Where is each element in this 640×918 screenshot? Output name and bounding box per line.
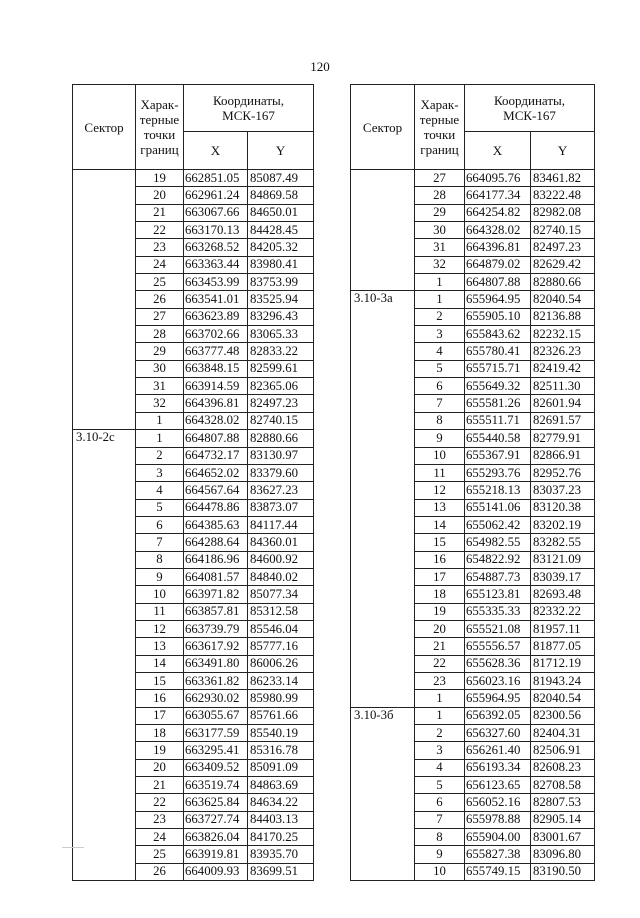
y-coordinate-cell: 82601.94 [531, 395, 595, 412]
header-points-line-3: точки [143, 127, 176, 142]
scan-mark [62, 847, 84, 848]
x-coordinate-cell: 655440.58 [465, 430, 531, 447]
point-cell: 17 [136, 707, 184, 724]
x-coordinate-cell: 664478.86 [184, 499, 248, 516]
x-coordinate-cell: 663491.80 [184, 655, 248, 672]
point-cell: 9 [136, 568, 184, 585]
point-cell: 19 [136, 170, 184, 187]
point-cell: 29 [136, 343, 184, 360]
y-coordinate-cell: 82880.66 [248, 430, 314, 447]
table-row [73, 430, 314, 447]
x-coordinate-cell: 655978.88 [465, 811, 531, 828]
x-coordinate-cell: 655904.00 [465, 829, 531, 846]
point-cell: 8 [415, 412, 465, 429]
x-coordinate-cell: 663177.59 [184, 725, 248, 742]
y-coordinate-cell: 85777.16 [248, 638, 314, 655]
point-cell: 10 [136, 586, 184, 603]
y-coordinate-cell: 83190.50 [531, 863, 595, 880]
y-coordinate-cell: 81712.19 [531, 655, 595, 672]
point-cell: 26 [136, 291, 184, 308]
x-coordinate-cell: 663739.79 [184, 620, 248, 637]
y-coordinate-cell: 82608.23 [531, 759, 595, 776]
x-coordinate-cell: 664254.82 [465, 204, 531, 221]
point-cell: 23 [136, 239, 184, 256]
y-coordinate-cell: 83699.51 [248, 863, 314, 880]
header-characteristic-points [415, 85, 465, 170]
y-coordinate-cell: 83627.23 [248, 482, 314, 499]
point-cell: 24 [136, 256, 184, 273]
x-coordinate-cell: 656193.34 [465, 759, 531, 776]
table-row [351, 707, 595, 724]
header-points-line-1: Харак- [420, 97, 459, 112]
point-cell: 6 [136, 516, 184, 533]
point-cell: 2 [136, 447, 184, 464]
point-cell: 30 [136, 360, 184, 377]
header-y: Y [248, 132, 314, 170]
x-coordinate-cell: 664328.02 [465, 222, 531, 239]
header-points-line-4: границ [140, 142, 179, 157]
y-coordinate-cell: 83296.43 [248, 308, 314, 325]
y-coordinate-cell: 84863.69 [248, 777, 314, 794]
point-cell: 14 [136, 655, 184, 672]
table-body-right [351, 170, 595, 881]
y-coordinate-cell: 83096.80 [531, 846, 595, 863]
y-coordinate-cell: 84170.25 [248, 829, 314, 846]
point-cell: 13 [136, 638, 184, 655]
y-coordinate-cell: 82332.22 [531, 603, 595, 620]
point-cell: 19 [136, 742, 184, 759]
x-coordinate-cell: 664177.34 [465, 187, 531, 204]
y-coordinate-cell: 83379.60 [248, 464, 314, 481]
y-coordinate-cell: 84840.02 [248, 568, 314, 585]
y-coordinate-cell: 82880.66 [531, 274, 595, 291]
x-coordinate-cell: 656261.40 [465, 742, 531, 759]
x-coordinate-cell: 664732.17 [184, 447, 248, 464]
x-coordinate-cell: 664807.88 [465, 274, 531, 291]
x-coordinate-cell: 663541.01 [184, 291, 248, 308]
point-cell: 1 [415, 707, 465, 724]
y-coordinate-cell: 82691.57 [531, 412, 595, 429]
header-sector: Сектор [351, 85, 415, 170]
x-coordinate-cell: 656052.16 [465, 794, 531, 811]
x-coordinate-cell: 663623.89 [184, 308, 248, 325]
point-cell: 31 [415, 239, 465, 256]
y-coordinate-cell: 84634.22 [248, 794, 314, 811]
x-coordinate-cell: 663914.59 [184, 378, 248, 395]
point-cell: 9 [415, 846, 465, 863]
point-cell: 1 [415, 291, 465, 308]
x-coordinate-cell: 654982.55 [465, 534, 531, 551]
y-coordinate-cell: 83130.97 [248, 447, 314, 464]
point-cell: 22 [415, 655, 465, 672]
y-coordinate-cell: 82300.56 [531, 707, 595, 724]
point-cell: 20 [136, 187, 184, 204]
y-coordinate-cell: 84600.92 [248, 551, 314, 568]
header-coordinates [465, 85, 595, 132]
header-points-line-1: Харак- [140, 97, 179, 112]
y-coordinate-cell: 83980.41 [248, 256, 314, 273]
x-coordinate-cell: 655123.81 [465, 586, 531, 603]
header-y: Y [531, 132, 595, 170]
point-cell: 1 [136, 412, 184, 429]
y-coordinate-cell: 82833.22 [248, 343, 314, 360]
point-cell: 24 [136, 829, 184, 846]
y-coordinate-cell: 83001.67 [531, 829, 595, 846]
y-coordinate-cell: 84650.01 [248, 204, 314, 221]
x-coordinate-cell: 663453.99 [184, 274, 248, 291]
x-coordinate-cell: 662930.02 [184, 690, 248, 707]
y-coordinate-cell: 82511.30 [531, 378, 595, 395]
point-cell: 22 [136, 222, 184, 239]
point-cell: 6 [415, 794, 465, 811]
x-coordinate-cell: 664095.76 [465, 170, 531, 187]
x-coordinate-cell: 654887.73 [465, 568, 531, 585]
x-coordinate-cell: 663971.82 [184, 586, 248, 603]
point-cell: 16 [415, 551, 465, 568]
point-cell: 11 [136, 603, 184, 620]
point-cell: 4 [136, 482, 184, 499]
x-coordinate-cell: 655827.38 [465, 846, 531, 863]
point-cell: 14 [415, 516, 465, 533]
header-points-line-4: границ [420, 142, 459, 157]
x-coordinate-cell: 655335.33 [465, 603, 531, 620]
x-coordinate-cell: 663826.04 [184, 829, 248, 846]
y-coordinate-cell: 85312.58 [248, 603, 314, 620]
y-coordinate-cell: 85761.66 [248, 707, 314, 724]
point-cell: 21 [415, 638, 465, 655]
point-cell: 16 [136, 690, 184, 707]
point-cell: 15 [415, 534, 465, 551]
y-coordinate-cell: 82740.15 [248, 412, 314, 429]
x-coordinate-cell: 655218.13 [465, 482, 531, 499]
x-coordinate-cell: 663170.13 [184, 222, 248, 239]
point-cell: 25 [136, 846, 184, 863]
coordinates-table-right [350, 84, 595, 881]
x-coordinate-cell: 655749.15 [465, 863, 531, 880]
x-coordinate-cell: 656023.16 [465, 672, 531, 689]
point-cell: 21 [136, 204, 184, 221]
point-cell: 5 [415, 360, 465, 377]
y-coordinate-cell: 81957.11 [531, 620, 595, 637]
x-coordinate-cell: 655521.08 [465, 620, 531, 637]
point-cell: 3 [415, 742, 465, 759]
x-coordinate-cell: 655843.62 [465, 326, 531, 343]
y-coordinate-cell: 82365.06 [248, 378, 314, 395]
y-coordinate-cell: 85077.34 [248, 586, 314, 603]
x-coordinate-cell: 655062.42 [465, 516, 531, 533]
header-coordinates-line-1: Координаты, [213, 93, 284, 108]
x-coordinate-cell: 663067.66 [184, 204, 248, 221]
y-coordinate-cell: 82506.91 [531, 742, 595, 759]
y-coordinate-cell: 82040.54 [531, 690, 595, 707]
y-coordinate-cell: 85980.99 [248, 690, 314, 707]
x-coordinate-cell: 663625.84 [184, 794, 248, 811]
header-points-line-2: терные [419, 112, 460, 127]
point-cell: 2 [415, 725, 465, 742]
point-cell: 1 [415, 690, 465, 707]
y-coordinate-cell: 82419.42 [531, 360, 595, 377]
x-coordinate-cell: 663702.66 [184, 326, 248, 343]
x-coordinate-cell: 663268.52 [184, 239, 248, 256]
point-cell: 2 [415, 308, 465, 325]
x-coordinate-cell: 663363.44 [184, 256, 248, 273]
point-cell: 7 [136, 534, 184, 551]
x-coordinate-cell: 655715.71 [465, 360, 531, 377]
header-coordinates [184, 85, 314, 132]
point-cell: 20 [136, 759, 184, 776]
y-coordinate-cell: 82040.54 [531, 291, 595, 308]
page-number: 120 [310, 59, 330, 74]
y-coordinate-cell: 82136.88 [531, 308, 595, 325]
y-coordinate-cell: 83202.19 [531, 516, 595, 533]
x-coordinate-cell: 663777.48 [184, 343, 248, 360]
point-cell: 22 [136, 794, 184, 811]
point-cell: 17 [415, 568, 465, 585]
header-x: X [465, 132, 531, 170]
y-coordinate-cell: 84360.01 [248, 534, 314, 551]
point-cell: 8 [415, 829, 465, 846]
point-cell: 20 [415, 620, 465, 637]
point-cell: 7 [415, 395, 465, 412]
y-coordinate-cell: 84403.13 [248, 811, 314, 828]
y-coordinate-cell: 83121.09 [531, 551, 595, 568]
point-cell: 1 [136, 430, 184, 447]
point-cell: 27 [415, 170, 465, 187]
point-cell: 4 [415, 759, 465, 776]
point-cell: 10 [415, 447, 465, 464]
y-coordinate-cell: 81877.05 [531, 638, 595, 655]
point-cell: 10 [415, 863, 465, 880]
x-coordinate-cell: 664396.81 [465, 239, 531, 256]
y-coordinate-cell: 83935.70 [248, 846, 314, 863]
x-coordinate-cell: 656327.60 [465, 725, 531, 742]
y-coordinate-cell: 82497.23 [248, 395, 314, 412]
y-coordinate-cell: 83525.94 [248, 291, 314, 308]
x-coordinate-cell: 655367.91 [465, 447, 531, 464]
x-coordinate-cell: 664807.88 [184, 430, 248, 447]
y-coordinate-cell: 82779.91 [531, 430, 595, 447]
x-coordinate-cell: 655649.32 [465, 378, 531, 395]
x-coordinate-cell: 663617.92 [184, 638, 248, 655]
table-row [351, 170, 595, 187]
header-characteristic-points [136, 85, 184, 170]
y-coordinate-cell: 81943.24 [531, 672, 595, 689]
y-coordinate-cell: 85546.04 [248, 620, 314, 637]
sector-cell [351, 170, 415, 291]
point-cell: 28 [136, 326, 184, 343]
point-cell: 7 [415, 811, 465, 828]
x-coordinate-cell: 664396.81 [184, 395, 248, 412]
x-coordinate-cell: 655905.10 [465, 308, 531, 325]
y-coordinate-cell: 82693.48 [531, 586, 595, 603]
point-cell: 27 [136, 308, 184, 325]
point-cell: 4 [415, 343, 465, 360]
point-cell: 5 [415, 777, 465, 794]
x-coordinate-cell: 664567.64 [184, 482, 248, 499]
point-cell: 8 [136, 551, 184, 568]
point-cell: 23 [415, 672, 465, 689]
y-coordinate-cell: 85091.09 [248, 759, 314, 776]
x-coordinate-cell: 663857.81 [184, 603, 248, 620]
header-x: X [184, 132, 248, 170]
y-coordinate-cell: 82497.23 [531, 239, 595, 256]
point-cell: 12 [415, 482, 465, 499]
table-body-left [73, 170, 314, 881]
sector-cell [73, 170, 136, 430]
point-cell: 18 [136, 725, 184, 742]
sector-cell: 3.10-3а [351, 291, 415, 707]
x-coordinate-cell: 654822.92 [465, 551, 531, 568]
point-cell: 21 [136, 777, 184, 794]
point-cell: 12 [136, 620, 184, 637]
y-coordinate-cell: 82952.76 [531, 464, 595, 481]
point-cell: 26 [136, 863, 184, 880]
x-coordinate-cell: 664009.93 [184, 863, 248, 880]
x-coordinate-cell: 656392.05 [465, 707, 531, 724]
sector-cell: 3.10-3б [351, 707, 415, 880]
y-coordinate-cell: 83873.07 [248, 499, 314, 516]
x-coordinate-cell: 655511.71 [465, 412, 531, 429]
x-coordinate-cell: 655780.41 [465, 343, 531, 360]
y-coordinate-cell: 84117.44 [248, 516, 314, 533]
point-cell: 32 [136, 395, 184, 412]
x-coordinate-cell: 662961.24 [184, 187, 248, 204]
x-coordinate-cell: 663727.74 [184, 811, 248, 828]
header-points-line-2: терные [139, 112, 180, 127]
header-coordinates-line-1: Координаты, [494, 93, 565, 108]
header-coordinates-line-2: МСК-167 [503, 108, 556, 123]
x-coordinate-cell: 655964.95 [465, 291, 531, 308]
x-coordinate-cell: 664288.64 [184, 534, 248, 551]
y-coordinate-cell: 86233.14 [248, 672, 314, 689]
y-coordinate-cell: 83037.23 [531, 482, 595, 499]
x-coordinate-cell: 664081.57 [184, 568, 248, 585]
y-coordinate-cell: 82982.08 [531, 204, 595, 221]
y-coordinate-cell: 83039.17 [531, 568, 595, 585]
y-coordinate-cell: 83120.38 [531, 499, 595, 516]
y-coordinate-cell: 83282.55 [531, 534, 595, 551]
header-points-line-3: точки [423, 127, 456, 142]
y-coordinate-cell: 85087.49 [248, 170, 314, 187]
point-cell: 5 [136, 499, 184, 516]
y-coordinate-cell: 82866.91 [531, 447, 595, 464]
y-coordinate-cell: 85316.78 [248, 742, 314, 759]
x-coordinate-cell: 655556.57 [465, 638, 531, 655]
x-coordinate-cell: 655964.95 [465, 690, 531, 707]
header-coordinates-line-2: МСК-167 [222, 108, 275, 123]
x-coordinate-cell: 656123.65 [465, 777, 531, 794]
point-cell: 28 [415, 187, 465, 204]
point-cell: 9 [415, 430, 465, 447]
y-coordinate-cell: 82807.53 [531, 794, 595, 811]
x-coordinate-cell: 663848.15 [184, 360, 248, 377]
y-coordinate-cell: 84428.45 [248, 222, 314, 239]
point-cell: 6 [415, 378, 465, 395]
point-cell: 18 [415, 586, 465, 603]
x-coordinate-cell: 664385.63 [184, 516, 248, 533]
x-coordinate-cell: 662851.05 [184, 170, 248, 187]
x-coordinate-cell: 655141.06 [465, 499, 531, 516]
point-cell: 31 [136, 378, 184, 395]
x-coordinate-cell: 663519.74 [184, 777, 248, 794]
point-cell: 15 [136, 672, 184, 689]
point-cell: 3 [415, 326, 465, 343]
y-coordinate-cell: 84205.32 [248, 239, 314, 256]
point-cell: 19 [415, 603, 465, 620]
point-cell: 3 [136, 464, 184, 481]
x-coordinate-cell: 663361.82 [184, 672, 248, 689]
x-coordinate-cell: 664879.02 [465, 256, 531, 273]
point-cell: 32 [415, 256, 465, 273]
point-cell: 11 [415, 464, 465, 481]
y-coordinate-cell: 82905.14 [531, 811, 595, 828]
x-coordinate-cell: 663409.52 [184, 759, 248, 776]
x-coordinate-cell: 664652.02 [184, 464, 248, 481]
x-coordinate-cell: 663295.41 [184, 742, 248, 759]
y-coordinate-cell: 82740.15 [531, 222, 595, 239]
y-coordinate-cell: 82629.42 [531, 256, 595, 273]
table-row [73, 170, 314, 187]
x-coordinate-cell: 655293.76 [465, 464, 531, 481]
x-coordinate-cell: 664186.96 [184, 551, 248, 568]
sector-cell: 3.10-2с [73, 430, 136, 881]
x-coordinate-cell: 655581.26 [465, 395, 531, 412]
y-coordinate-cell: 82708.58 [531, 777, 595, 794]
y-coordinate-cell: 82599.61 [248, 360, 314, 377]
table-row [351, 291, 595, 308]
y-coordinate-cell: 82326.23 [531, 343, 595, 360]
x-coordinate-cell: 664328.02 [184, 412, 248, 429]
y-coordinate-cell: 84869.58 [248, 187, 314, 204]
x-coordinate-cell: 663919.81 [184, 846, 248, 863]
point-cell: 30 [415, 222, 465, 239]
y-coordinate-cell: 82404.31 [531, 725, 595, 742]
point-cell: 29 [415, 204, 465, 221]
y-coordinate-cell: 83065.33 [248, 326, 314, 343]
coordinates-table-left [72, 84, 314, 881]
y-coordinate-cell: 82232.15 [531, 326, 595, 343]
x-coordinate-cell: 655628.36 [465, 655, 531, 672]
point-cell: 25 [136, 274, 184, 291]
point-cell: 1 [415, 274, 465, 291]
y-coordinate-cell: 85540.19 [248, 725, 314, 742]
y-coordinate-cell: 86006.26 [248, 655, 314, 672]
point-cell: 23 [136, 811, 184, 828]
header-sector: Сектор [73, 85, 136, 170]
y-coordinate-cell: 83222.48 [531, 187, 595, 204]
x-coordinate-cell: 663055.67 [184, 707, 248, 724]
y-coordinate-cell: 83753.99 [248, 274, 314, 291]
point-cell: 13 [415, 499, 465, 516]
y-coordinate-cell: 83461.82 [531, 170, 595, 187]
